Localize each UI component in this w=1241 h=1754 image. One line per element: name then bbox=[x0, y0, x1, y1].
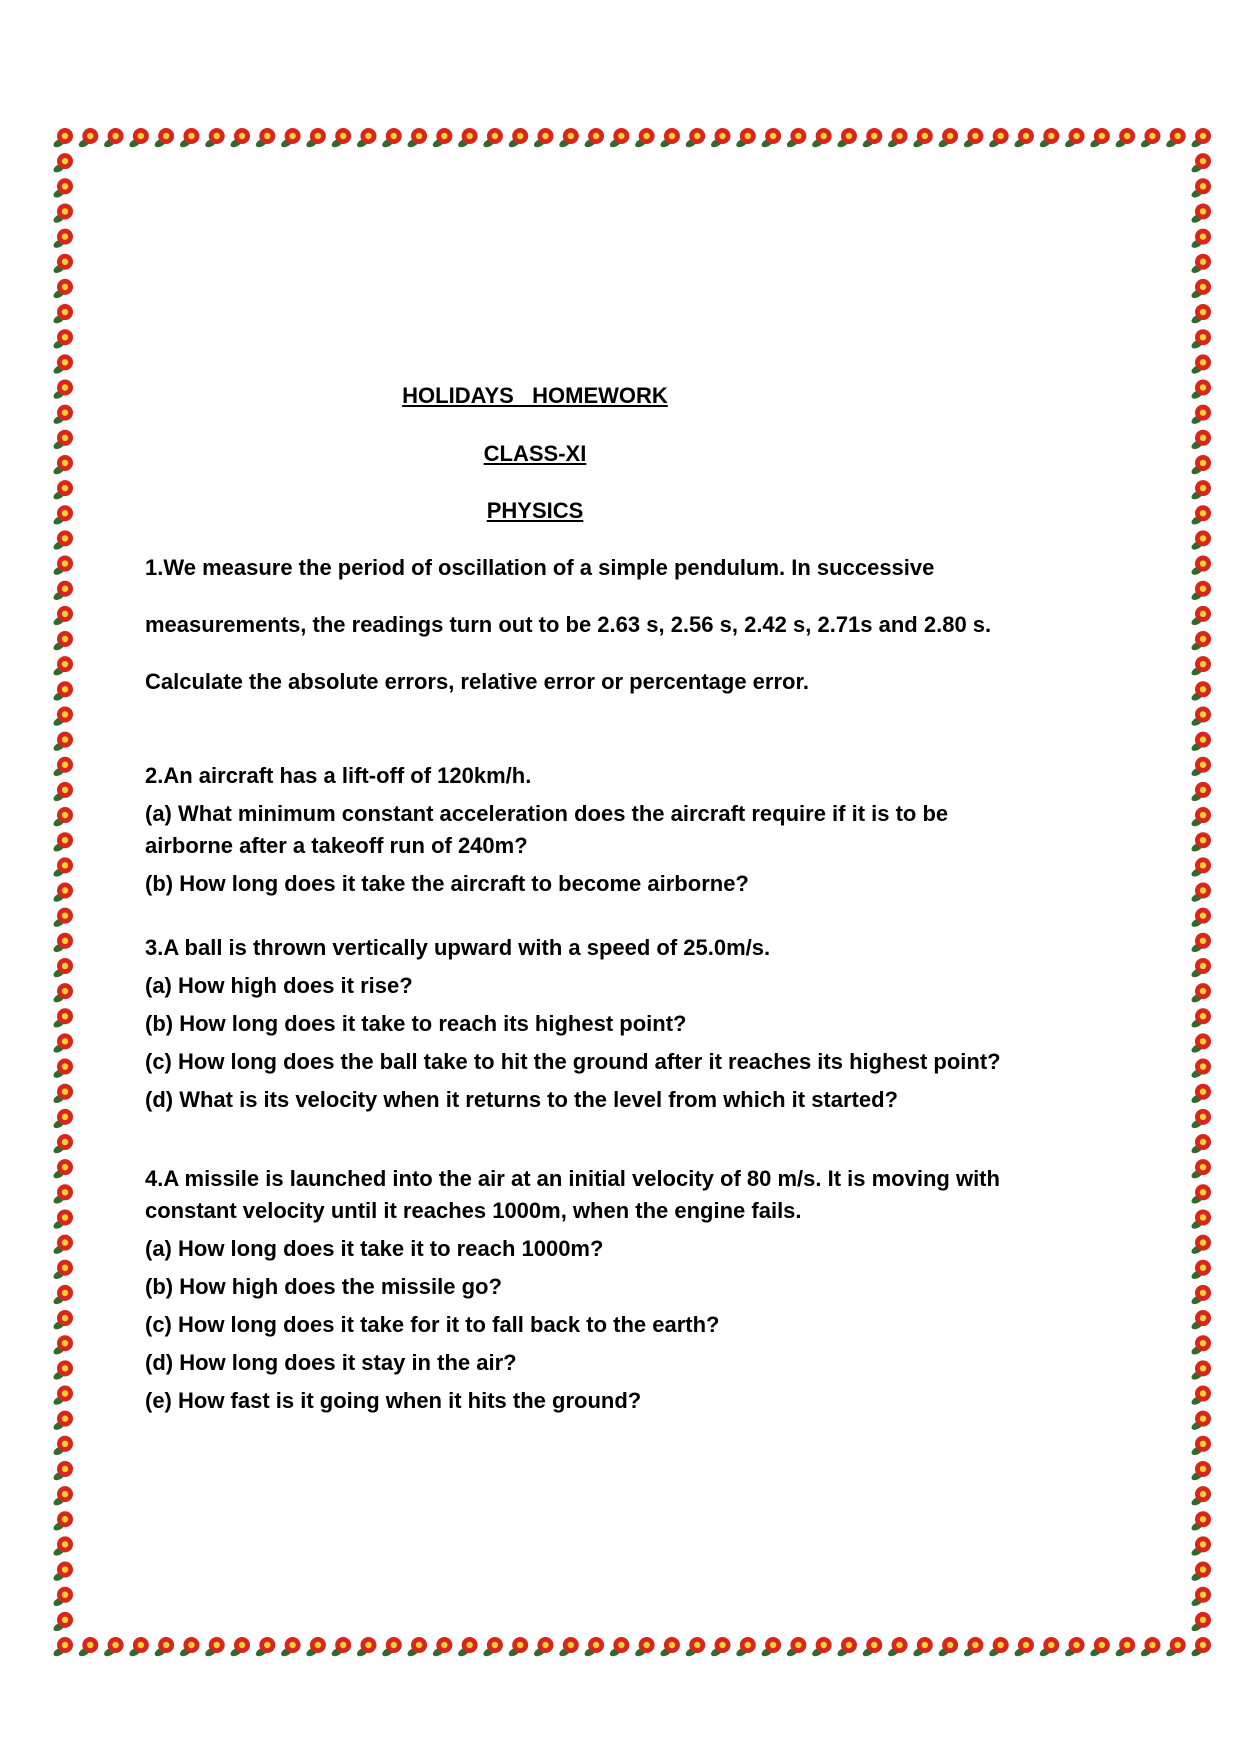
flower-icon bbox=[507, 128, 528, 149]
flower-icon bbox=[1190, 254, 1211, 275]
flower-icon bbox=[431, 1637, 452, 1658]
flower-icon bbox=[1190, 1109, 1211, 1130]
flower-icon bbox=[204, 1637, 225, 1658]
flower-icon bbox=[912, 1637, 933, 1658]
flower-icon bbox=[52, 530, 73, 551]
question-4-part-c: (c) How long does it take for it to fall back to the earth? bbox=[145, 1312, 720, 1337]
flower-icon bbox=[52, 706, 73, 727]
flower-icon bbox=[52, 254, 73, 275]
flower-icon bbox=[229, 128, 250, 149]
flower-icon bbox=[1190, 1461, 1211, 1482]
question-1-line-1: 1.We measure the period of oscillation of a simple pendulum. In successive bbox=[145, 555, 935, 580]
flower-icon bbox=[1038, 128, 1059, 149]
flower-icon bbox=[1190, 1184, 1211, 1205]
flower-icon bbox=[52, 1084, 73, 1105]
flower-icon bbox=[52, 1008, 73, 1029]
question-2-part-b: (b) How long does it take the aircraft to become airborne? bbox=[145, 871, 749, 896]
flower-icon bbox=[836, 128, 857, 149]
flower-icon bbox=[1190, 581, 1211, 602]
flower-icon bbox=[52, 1360, 73, 1381]
flower-icon bbox=[52, 832, 73, 853]
question-1-line-3: Calculate the absolute errors, relative error or percentage error. bbox=[145, 669, 809, 694]
flower-icon bbox=[1013, 128, 1034, 149]
flower-icon bbox=[52, 455, 73, 476]
flower-icon bbox=[406, 128, 427, 149]
flower-icon bbox=[482, 128, 503, 149]
flower-icon bbox=[330, 1637, 351, 1658]
flower-icon bbox=[153, 1637, 174, 1658]
flower-icon bbox=[52, 203, 73, 224]
flower-icon bbox=[558, 1637, 579, 1658]
flower-icon bbox=[861, 128, 882, 149]
flower-icon bbox=[52, 1285, 73, 1306]
flower-icon bbox=[52, 1562, 73, 1583]
flower-icon bbox=[52, 430, 73, 451]
flower-icon bbox=[1190, 606, 1211, 627]
flower-icon bbox=[1190, 1134, 1211, 1155]
question-3-part-d: (d) What is its velocity when it returns to the level from which it started? bbox=[145, 1087, 898, 1112]
flower-icon bbox=[785, 1637, 806, 1658]
flower-icon bbox=[52, 153, 73, 174]
flower-icon bbox=[52, 1184, 73, 1205]
flower-icon bbox=[1190, 1059, 1211, 1080]
flower-icon bbox=[659, 1637, 680, 1658]
flower-icon bbox=[1190, 1008, 1211, 1029]
flower-icon bbox=[1190, 1084, 1211, 1105]
flower-icon bbox=[634, 1637, 655, 1658]
flower-icon bbox=[229, 1637, 250, 1658]
flower-icon bbox=[1190, 304, 1211, 325]
flower-icon bbox=[52, 304, 73, 325]
flower-icon bbox=[52, 505, 73, 526]
flower-icon bbox=[103, 1637, 124, 1658]
flower-icon bbox=[1190, 908, 1211, 929]
flower-icon bbox=[1190, 279, 1211, 300]
question-3 bbox=[145, 932, 1065, 1122]
flower-icon bbox=[52, 983, 73, 1004]
flower-icon bbox=[52, 883, 73, 904]
flower-icon bbox=[52, 229, 73, 250]
flower-icon bbox=[1190, 1235, 1211, 1256]
flower-icon bbox=[457, 1637, 478, 1658]
flower-icon bbox=[1190, 380, 1211, 401]
flower-icon bbox=[204, 128, 225, 149]
flower-icon bbox=[52, 380, 73, 401]
flower-icon bbox=[710, 1637, 731, 1658]
flower-icon bbox=[482, 1637, 503, 1658]
flower-icon bbox=[1089, 128, 1110, 149]
flower-icon bbox=[52, 1436, 73, 1457]
flower-icon bbox=[1114, 128, 1135, 149]
flower-icon bbox=[52, 1612, 73, 1633]
flower-icon bbox=[280, 1637, 301, 1658]
flower-icon bbox=[1190, 832, 1211, 853]
flower-icon bbox=[52, 354, 73, 375]
flower-icon bbox=[1139, 128, 1160, 149]
flower-icon bbox=[583, 128, 604, 149]
question-3-stem: 3.A ball is thrown vertically upward with a speed of 25.0m/s. bbox=[145, 935, 771, 960]
flower-icon bbox=[1190, 1637, 1211, 1658]
question-3-part-b: (b) How long does it take to reach its highest point? bbox=[145, 1011, 687, 1036]
flower-icon bbox=[1190, 1360, 1211, 1381]
flower-icon bbox=[128, 1637, 149, 1658]
flower-icon bbox=[1190, 1260, 1211, 1281]
flower-icon bbox=[533, 128, 554, 149]
question-4-part-a: (a) How long does it take it to reach 1000m? bbox=[145, 1236, 604, 1261]
flower-icon bbox=[1190, 1386, 1211, 1407]
flower-icon bbox=[962, 1637, 983, 1658]
document-title: HOLIDAYS HOMEWORK bbox=[402, 383, 668, 408]
flower-icon bbox=[1190, 1436, 1211, 1457]
flower-icon bbox=[1190, 1562, 1211, 1583]
flower-icon bbox=[52, 1235, 73, 1256]
question-4-part-e: (e) How fast is it going when it hits the ground? bbox=[145, 1388, 642, 1413]
flower-icon bbox=[684, 1637, 705, 1658]
flower-icon bbox=[1190, 203, 1211, 224]
flower-icon bbox=[1139, 1637, 1160, 1658]
flower-icon bbox=[1064, 128, 1085, 149]
flower-icon bbox=[1190, 631, 1211, 652]
flower-icon bbox=[52, 1134, 73, 1155]
flower-icon bbox=[1038, 1637, 1059, 1658]
flower-icon bbox=[52, 1335, 73, 1356]
flower-icon bbox=[1190, 354, 1211, 375]
flower-icon bbox=[280, 128, 301, 149]
question-1 bbox=[145, 552, 1065, 723]
flower-icon bbox=[330, 128, 351, 149]
flower-icon bbox=[1190, 128, 1211, 149]
flower-icon bbox=[52, 732, 73, 753]
flower-icon bbox=[356, 1637, 377, 1658]
flower-icon bbox=[1190, 1587, 1211, 1608]
flower-icon bbox=[735, 1637, 756, 1658]
flower-icon bbox=[1190, 480, 1211, 501]
subject-heading: PHYSICS bbox=[486, 498, 584, 523]
question-2 bbox=[145, 760, 1065, 906]
flower-icon bbox=[1190, 1612, 1211, 1633]
flower-icon bbox=[431, 128, 452, 149]
flower-icon bbox=[305, 1637, 326, 1658]
flower-icon bbox=[52, 1033, 73, 1054]
flower-icon bbox=[1190, 782, 1211, 803]
flower-icon bbox=[760, 128, 781, 149]
flower-icon bbox=[887, 128, 908, 149]
flower-icon bbox=[77, 1637, 98, 1658]
question-2-stem: 2.An aircraft has a lift-off of 120km/h. bbox=[145, 763, 532, 788]
flower-icon bbox=[1190, 732, 1211, 753]
flower-icon bbox=[1190, 1486, 1211, 1507]
flower-icon bbox=[1190, 656, 1211, 677]
flower-icon bbox=[178, 128, 199, 149]
question-1-line-2: measurements, the readings turn out to be 2.63 s, 2.56 s, 2.42 s, 2.71s and 2.80 s. bbox=[145, 612, 992, 637]
flower-icon bbox=[1190, 405, 1211, 426]
flower-icon bbox=[659, 128, 680, 149]
flower-icon bbox=[1190, 153, 1211, 174]
flower-icon bbox=[52, 128, 73, 149]
flower-icon bbox=[1190, 1511, 1211, 1532]
flower-icon bbox=[52, 1461, 73, 1482]
flower-icon bbox=[1190, 1033, 1211, 1054]
flower-icon bbox=[1190, 958, 1211, 979]
question-3-part-a: (a) How high does it rise? bbox=[145, 973, 413, 998]
flower-icon bbox=[912, 128, 933, 149]
flower-icon bbox=[52, 480, 73, 501]
flower-icon bbox=[1013, 1637, 1034, 1658]
flower-icon bbox=[634, 128, 655, 149]
flower-icon bbox=[1089, 1637, 1110, 1658]
flower-icon bbox=[52, 1159, 73, 1180]
flower-icon bbox=[760, 1637, 781, 1658]
flower-icon bbox=[1190, 1285, 1211, 1306]
flower-icon bbox=[1190, 857, 1211, 878]
flower-icon bbox=[1190, 1159, 1211, 1180]
flower-icon bbox=[52, 1637, 73, 1658]
flower-icon bbox=[381, 128, 402, 149]
flower-icon bbox=[1190, 1335, 1211, 1356]
flower-icon bbox=[103, 128, 124, 149]
flower-icon bbox=[52, 329, 73, 350]
flower-icon bbox=[1190, 983, 1211, 1004]
flower-icon bbox=[887, 1637, 908, 1658]
flower-icon bbox=[785, 128, 806, 149]
flower-icon bbox=[1190, 807, 1211, 828]
flower-icon bbox=[937, 1637, 958, 1658]
flower-icon bbox=[52, 1587, 73, 1608]
flower-icon bbox=[381, 1637, 402, 1658]
flower-icon bbox=[128, 128, 149, 149]
flower-icon bbox=[52, 631, 73, 652]
flower-icon bbox=[153, 128, 174, 149]
flower-icon bbox=[1190, 556, 1211, 577]
flower-icon bbox=[254, 128, 275, 149]
flower-icon bbox=[608, 128, 629, 149]
question-3-part-c: (c) How long does the ball take to hit the ground after it reaches its highest point? bbox=[145, 1049, 1001, 1074]
flower-icon bbox=[457, 128, 478, 149]
flower-icon bbox=[254, 1637, 275, 1658]
flower-icon bbox=[52, 656, 73, 677]
flower-icon bbox=[52, 1411, 73, 1432]
flower-icon bbox=[684, 128, 705, 149]
flower-icon bbox=[52, 1109, 73, 1130]
flower-icon bbox=[52, 1209, 73, 1230]
flower-icon bbox=[52, 857, 73, 878]
question-2-part-a: (a) What minimum constant acceleration does the aircraft require if it is to be airborne after a takeoff run of 240m? bbox=[145, 801, 949, 858]
flower-icon bbox=[962, 128, 983, 149]
flower-icon bbox=[52, 1386, 73, 1407]
flower-icon bbox=[52, 757, 73, 778]
flower-icon bbox=[52, 1310, 73, 1331]
question-4-part-d: (d) How long does it stay in the air? bbox=[145, 1350, 517, 1375]
flower-icon bbox=[937, 128, 958, 149]
flower-icon bbox=[1190, 178, 1211, 199]
flower-icon bbox=[861, 1637, 882, 1658]
flower-icon bbox=[836, 1637, 857, 1658]
flower-icon bbox=[52, 1059, 73, 1080]
flower-icon bbox=[52, 1511, 73, 1532]
flower-icon bbox=[533, 1637, 554, 1658]
flower-icon bbox=[178, 1637, 199, 1658]
flower-icon bbox=[1190, 1209, 1211, 1230]
flower-icon bbox=[583, 1637, 604, 1658]
flower-icon bbox=[811, 1637, 832, 1658]
question-4-part-b: (b) How high does the missile go? bbox=[145, 1274, 502, 1299]
flower-icon bbox=[1190, 757, 1211, 778]
flower-icon bbox=[52, 908, 73, 929]
flower-icon bbox=[558, 128, 579, 149]
flower-icon bbox=[735, 128, 756, 149]
flower-icon bbox=[1165, 128, 1186, 149]
flower-icon bbox=[52, 1536, 73, 1557]
flower-icon bbox=[1190, 1411, 1211, 1432]
flower-icon bbox=[52, 958, 73, 979]
flower-icon bbox=[1114, 1637, 1135, 1658]
flower-icon bbox=[52, 279, 73, 300]
flower-icon bbox=[356, 128, 377, 149]
question-4-stem: 4.A missile is launched into the air at an initial velocity of 80 m/s. It is moving with constant velocity until it reaches 1000m, when the engine fails. bbox=[145, 1166, 1000, 1223]
flower-icon bbox=[52, 178, 73, 199]
flower-icon bbox=[52, 606, 73, 627]
flower-icon bbox=[52, 556, 73, 577]
flower-icon bbox=[1190, 933, 1211, 954]
flower-icon bbox=[52, 1260, 73, 1281]
flower-icon bbox=[406, 1637, 427, 1658]
flower-icon bbox=[1190, 1310, 1211, 1331]
flower-icon bbox=[1190, 329, 1211, 350]
flower-icon bbox=[710, 128, 731, 149]
flower-icon bbox=[1165, 1637, 1186, 1658]
flower-icon bbox=[608, 1637, 629, 1658]
flower-icon bbox=[52, 933, 73, 954]
flower-icon bbox=[77, 128, 98, 149]
flower-icon bbox=[811, 128, 832, 149]
flower-icon bbox=[1190, 706, 1211, 727]
flower-icon bbox=[988, 128, 1009, 149]
flower-icon bbox=[1190, 505, 1211, 526]
flower-icon bbox=[1190, 229, 1211, 250]
flower-icon bbox=[1190, 455, 1211, 476]
flower-icon bbox=[1190, 1536, 1211, 1557]
flower-icon bbox=[988, 1637, 1009, 1658]
flower-icon bbox=[305, 128, 326, 149]
flower-icon bbox=[1190, 430, 1211, 451]
flower-icon bbox=[1190, 681, 1211, 702]
flower-icon bbox=[52, 807, 73, 828]
flower-icon bbox=[52, 681, 73, 702]
flower-icon bbox=[52, 1486, 73, 1507]
flower-icon bbox=[1190, 883, 1211, 904]
flower-icon bbox=[52, 782, 73, 803]
flower-icon bbox=[52, 581, 73, 602]
class-heading: CLASS-XI bbox=[483, 441, 587, 466]
flower-icon bbox=[1064, 1637, 1085, 1658]
question-4 bbox=[145, 1163, 1065, 1423]
flower-icon bbox=[1190, 530, 1211, 551]
flower-icon bbox=[507, 1637, 528, 1658]
flower-icon bbox=[52, 405, 73, 426]
